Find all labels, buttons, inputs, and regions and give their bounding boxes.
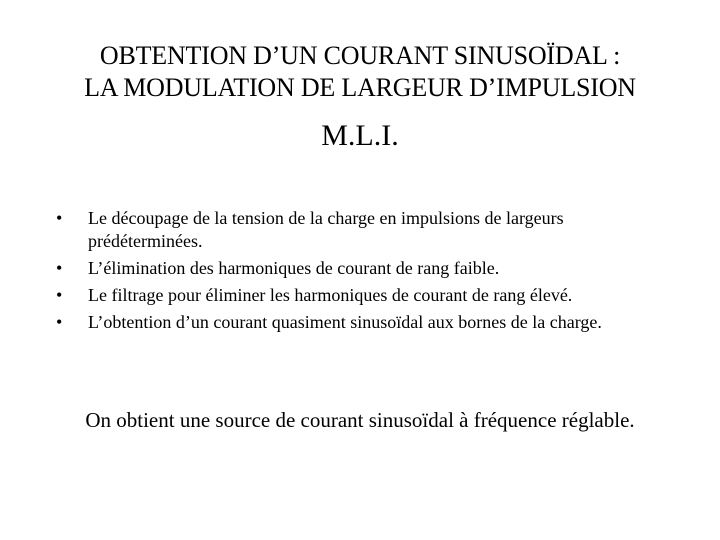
slide-title bbox=[0, 40, 720, 156]
bullet-marker: • bbox=[56, 312, 63, 332]
bullet-list bbox=[56, 207, 676, 338]
bullet-item bbox=[56, 257, 676, 280]
bullet-marker: • bbox=[56, 258, 63, 278]
bullet-text: Le découpage de la tension de la charge en impulsions de largeurs prédéterminées. bbox=[88, 208, 564, 251]
bullet-item bbox=[56, 284, 676, 307]
bullet-text: L’élimination des harmoniques de courant de rang faible. bbox=[88, 258, 500, 278]
bullet-item bbox=[56, 207, 676, 253]
title-abbreviation: M.L.I. bbox=[321, 119, 399, 152]
title-line-1: OBTENTION D’UN COURANT SINUSOÏDAL : bbox=[99, 41, 621, 70]
bullet-text: L’obtention d’un courant quasiment sinusoïdal aux bornes de la charge. bbox=[88, 312, 602, 332]
bullet-marker: • bbox=[56, 285, 63, 305]
title-line-2: LA MODULATION DE LARGEUR D’IMPULSION bbox=[84, 73, 636, 102]
bullet-item bbox=[56, 311, 676, 334]
conclusion-text: On obtient une source de courant sinusoïdal à fréquence réglable. bbox=[85, 408, 635, 432]
bullet-text: Le filtrage pour éliminer les harmoniques de courant de rang élevé. bbox=[88, 285, 573, 305]
bullet-marker: • bbox=[56, 208, 63, 228]
